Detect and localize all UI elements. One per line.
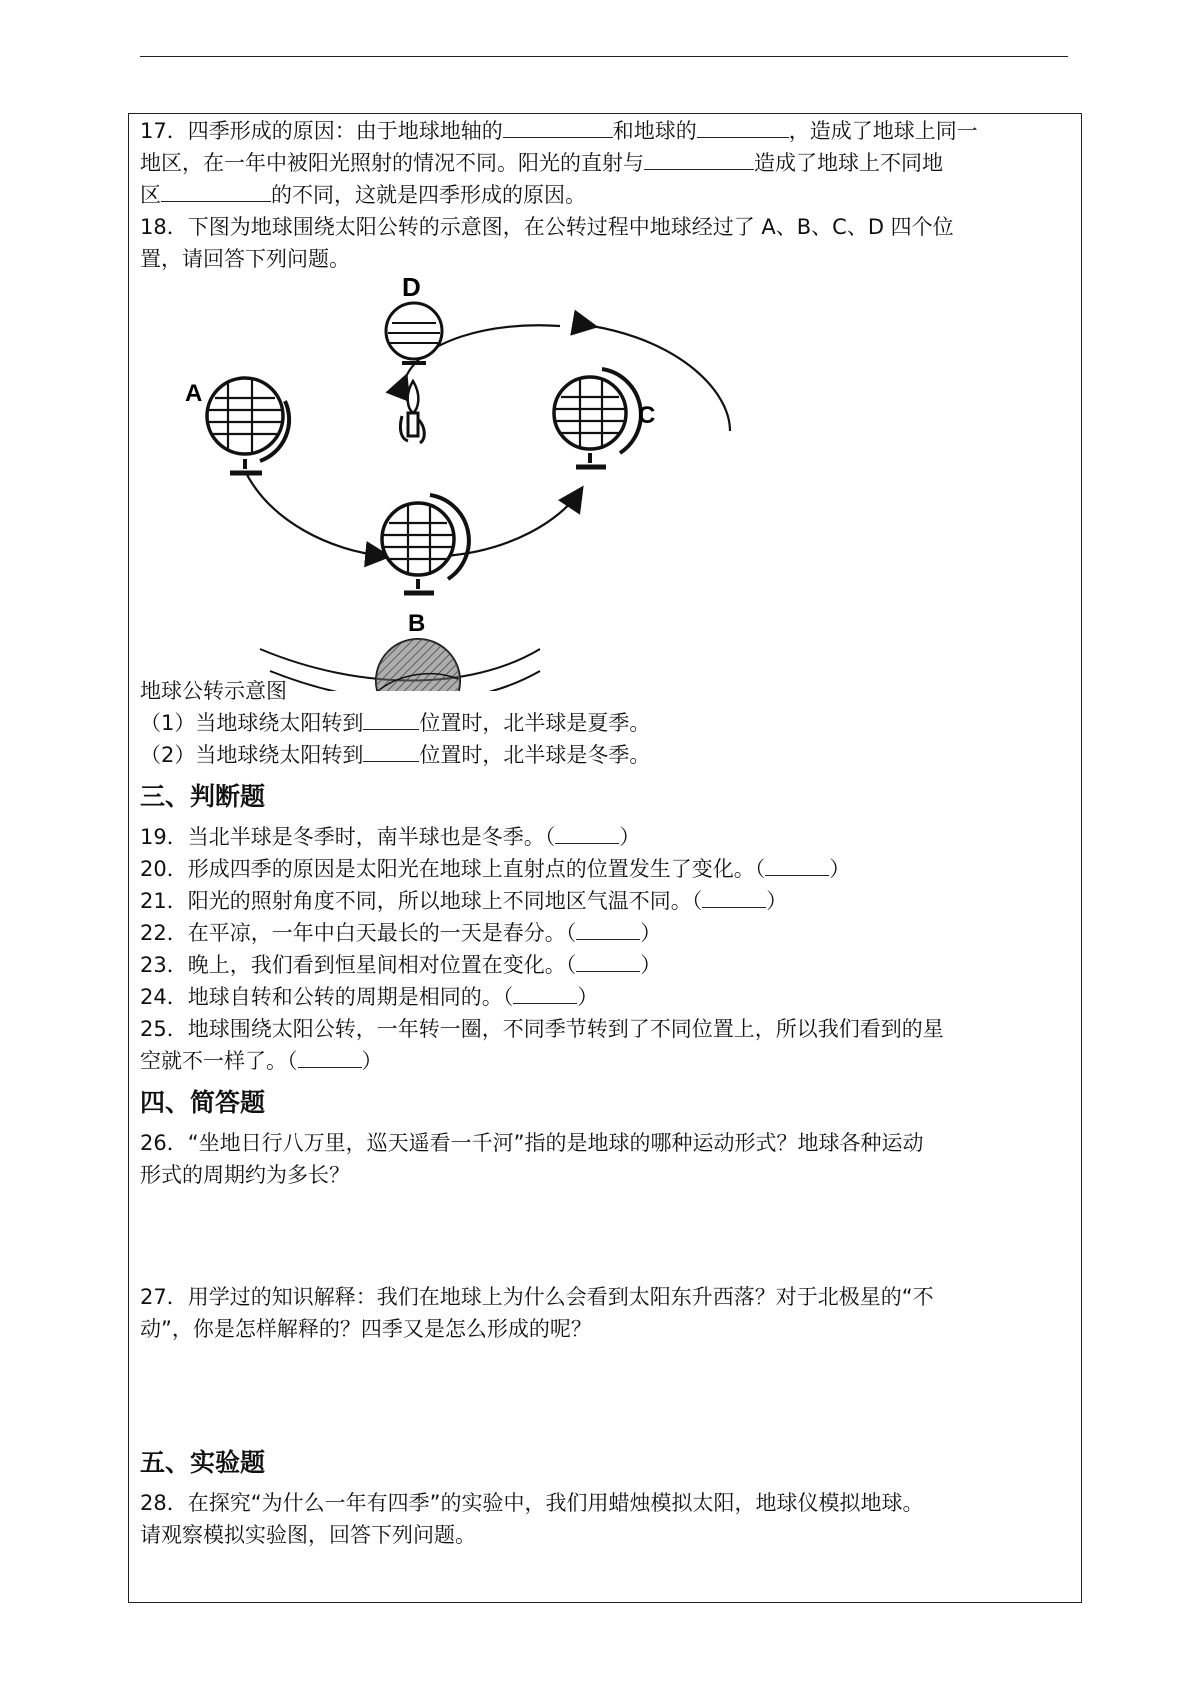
question-18 bbox=[140, 211, 1070, 771]
q17-text: 的不同，这就是四季形成的原因。 bbox=[271, 183, 586, 207]
q18-sub2-blank[interactable] bbox=[363, 741, 419, 762]
section-true-false bbox=[140, 779, 1070, 1077]
q17-blank-1[interactable] bbox=[503, 117, 613, 138]
answer-blank[interactable] bbox=[702, 887, 766, 908]
q26-text: 26．“坐地日行八万里，巡天遥看一千河”指的是地球的哪种运动形式？地球各种运动 bbox=[140, 1131, 924, 1155]
q17-text: ，造成了地球上同一 bbox=[788, 119, 978, 143]
judge-item: 23．晚上，我们看到恒星间相对位置在变化。（ ） bbox=[140, 953, 662, 977]
q18-sub1-text: （1）当地球绕太阳转到 bbox=[140, 711, 364, 735]
q26-answer-area[interactable] bbox=[140, 1191, 1070, 1281]
section-experiment bbox=[140, 1445, 1070, 1551]
section-title: 三、判断题 bbox=[140, 782, 266, 811]
answer-blank[interactable] bbox=[555, 823, 619, 844]
q17-text: 区 bbox=[140, 183, 161, 207]
orbit-figure bbox=[140, 272, 1070, 675]
q27-text: 27．用学过的知识解释：我们在地球上为什么会看到太阳东升西落？对于北极星的“不 bbox=[140, 1285, 934, 1309]
q18-sub2-text: 位置时，北半球是冬季。 bbox=[419, 743, 651, 767]
earth-shadow-icon bbox=[376, 639, 460, 691]
q28-text: 28．在探究“为什么一年有四季”的实验中，我们用蜡烛模拟太阳，地球仪模拟地球。 bbox=[140, 1491, 924, 1515]
section-title: 五、实验题 bbox=[140, 1448, 266, 1477]
candle-icon bbox=[400, 381, 424, 443]
q27-text: 动”，你是怎样解释的？四季又是怎么形成的呢？ bbox=[140, 1317, 592, 1341]
answer-blank[interactable] bbox=[513, 983, 577, 1004]
answer-blank[interactable] bbox=[765, 855, 829, 876]
globe-icon bbox=[386, 303, 442, 363]
worksheet-content bbox=[140, 113, 1070, 1551]
judge-item: 24．地球自转和公转的周期是相同的。（ ） bbox=[140, 985, 599, 1009]
section-short-answer bbox=[140, 1085, 1070, 1437]
label-d: D bbox=[402, 272, 421, 302]
q18-text: 18．下图为地球围绕太阳公转的示意图，在公转过程中地球经过了 A、B、C、D 四个位 bbox=[140, 215, 954, 239]
label-c: C bbox=[638, 402, 656, 429]
judge-item: 21．阳光的照射角度不同，所以地球上不同地区气温不同。（ ） bbox=[140, 889, 788, 913]
q17-text: 造成了地球上不同地 bbox=[754, 151, 943, 175]
q17-text: 和地球的 bbox=[612, 119, 697, 143]
q17-blank-2[interactable] bbox=[697, 117, 789, 138]
q18-sub1-text: 位置时，北半球是夏季。 bbox=[419, 711, 651, 735]
label-b: B bbox=[408, 610, 426, 637]
q17-text: 17．四季形成的原因：由于地球地轴的 bbox=[140, 119, 503, 143]
figure-caption: 地球公转示意图 bbox=[140, 679, 287, 703]
q18-sub2-text: （2）当地球绕太阳转到 bbox=[140, 743, 364, 767]
header-rule bbox=[140, 56, 1068, 57]
q26-text: 形式的周期约为多长？ bbox=[140, 1163, 350, 1187]
globe-icon bbox=[382, 495, 469, 593]
orbit-diagram bbox=[140, 191, 740, 691]
answer-blank[interactable] bbox=[576, 919, 640, 940]
label-a: A bbox=[185, 380, 203, 407]
q17-blank-3[interactable] bbox=[644, 149, 754, 170]
judge-item: 19．当北半球是冬季时，南半球也是冬季。（ ） bbox=[140, 825, 641, 849]
q17-text: 地区，在一年中被阳光照射的情况不同。阳光的直射与 bbox=[140, 151, 644, 175]
judge-item: 20．形成四季的原因是太阳光在地球上直射点的位置发生了变化。（ ） bbox=[140, 857, 851, 881]
judge-item-text: 25．地球围绕太阳公转，一年转一圈，不同季节转到了不同位置上，所以我们看到的星 bbox=[140, 1017, 944, 1041]
q27-answer-area[interactable] bbox=[140, 1345, 1070, 1437]
q28-text: 请观察模拟实验图，回答下列问题。 bbox=[140, 1523, 476, 1547]
q18-text: 置，请回答下列问题。 bbox=[140, 247, 350, 271]
judge-item: 22．在平凉，一年中白天最长的一天是春分。（ ） bbox=[140, 921, 662, 945]
judge-item: 空就不一样了。（ ） bbox=[140, 1049, 383, 1073]
answer-blank[interactable] bbox=[576, 951, 640, 972]
globe-icon bbox=[207, 378, 289, 473]
q18-sub1-blank[interactable] bbox=[363, 709, 419, 730]
globe-icon bbox=[554, 369, 641, 467]
section-title: 四、简答题 bbox=[140, 1088, 266, 1117]
answer-blank[interactable] bbox=[298, 1047, 362, 1068]
